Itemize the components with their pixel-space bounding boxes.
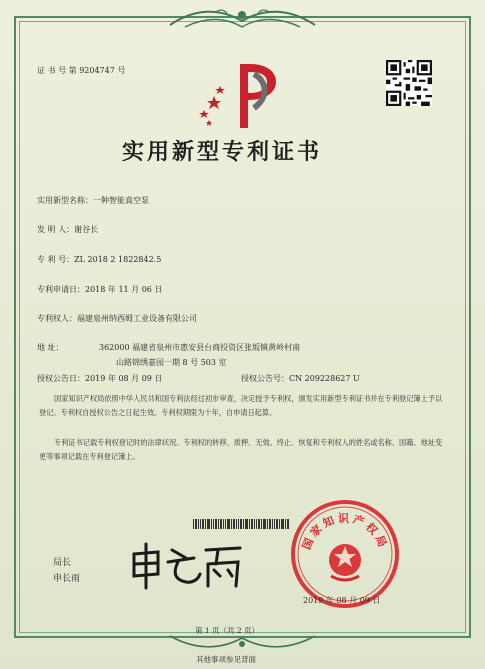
patent-number-row: 专 利 号：ZL 2018 2 1822842.5	[37, 255, 162, 264]
address-line-1: 362000 福建省泉州市惠安县台商投资区张坂镇黄岭村南	[99, 343, 301, 352]
inventor-row: 发 明 人：谢谷长	[37, 225, 99, 234]
grant-date-row: 授权公告日：2019 年 08 月 09 日	[37, 374, 163, 383]
legal-status-paragraph: 专利证书记载专利权登记时的法律状况。专利权的转移、质押、无效、终止、恢复和专利权人的姓名或名称、国籍、地址变更等事项记载在专利登记簿上。	[39, 438, 443, 461]
patent-holder-row: 专利权人：福建泉州纳西姆工业设备有限公司	[37, 314, 197, 323]
filing-date-row: 专利申请日：2018 年 11 月 06 日	[37, 285, 163, 294]
seal-date: 2019 年 08 月 09 日	[303, 596, 381, 605]
address-line-2: 山路锦绣嘉园一期 8 号 503 室	[116, 358, 227, 367]
address-label: 地 址：	[37, 343, 64, 352]
director-title: 局长	[53, 558, 72, 568]
qr-code	[386, 60, 432, 106]
seal-text: 国家知识产权局	[299, 512, 391, 552]
top-ornament	[165, 3, 320, 33]
utility-model-name-row: 实用新型名称：一种智能真空泵	[37, 196, 149, 205]
official-seal	[289, 498, 401, 610]
page-indicator: 第 1 页（共 2 页）	[195, 626, 260, 635]
director-signature	[128, 540, 244, 590]
certificate-number: 证 书 号 第 9204747 号	[37, 66, 126, 75]
footer-note: 其他事项参见背面	[196, 655, 256, 664]
cnipa-logo	[196, 62, 288, 130]
certificate-title: 实用新型专利证书	[122, 139, 323, 165]
bottom-ornament	[165, 630, 320, 654]
barcode	[193, 519, 289, 529]
director-name: 申长雨	[53, 574, 81, 584]
grant-statement-paragraph: 国家知识产权局依照中华人民共和国专利法经过初步审查，决定授予专利权，颁发实用新型专利证书并在专利登记簿上予以登记。专利权自授权公告之日起生效。专利权期限为十年，自申请日起算。	[39, 394, 443, 417]
grant-number-row: 授权公告号：CN 209228627 U	[241, 374, 360, 383]
